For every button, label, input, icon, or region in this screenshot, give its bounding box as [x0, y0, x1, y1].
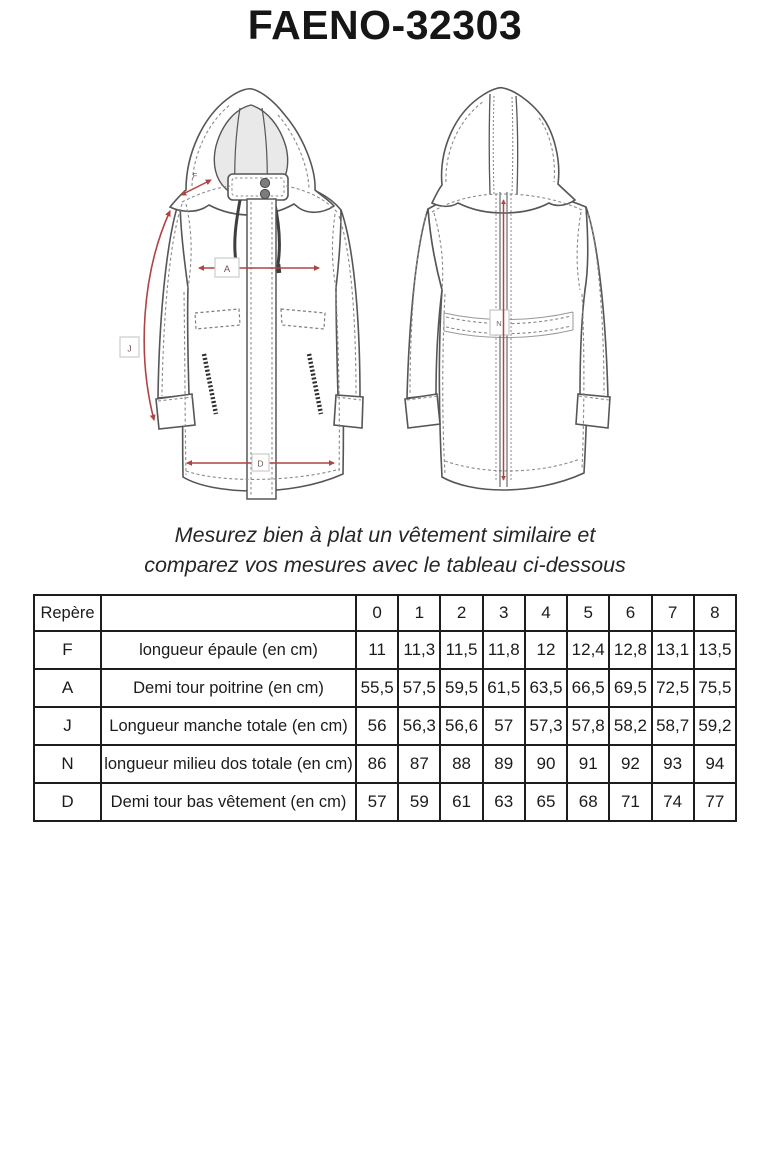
repere-cell: N	[34, 745, 101, 783]
measure-label-cell: Demi tour bas vêtement (en cm)	[101, 783, 356, 821]
value-cell: 58,2	[609, 707, 651, 745]
value-cell: 90	[525, 745, 567, 783]
value-cell: 74	[652, 783, 694, 821]
back-left-cuff	[405, 394, 440, 428]
repere-cell: D	[34, 783, 101, 821]
snap-button	[260, 189, 269, 198]
header-size-6: 6	[609, 595, 651, 631]
header-size-3: 3	[483, 595, 525, 631]
value-cell: 12,4	[567, 631, 609, 669]
value-cell: 63	[483, 783, 525, 821]
value-cell: 63,5	[525, 669, 567, 707]
back-right-cuff	[576, 394, 610, 428]
value-cell: 61	[440, 783, 482, 821]
front-collar-strap	[228, 174, 288, 200]
value-cell: 56	[356, 707, 398, 745]
value-cell: 13,5	[694, 631, 736, 669]
measure-label-j: J	[127, 343, 132, 354]
value-cell: 11,8	[483, 631, 525, 669]
front-right-cuff	[334, 395, 363, 428]
instruction-line-1: Mesurez bien à plat un vêtement similaire et	[174, 523, 596, 547]
measure-label-f: F	[192, 171, 198, 180]
repere-cell: F	[34, 631, 101, 669]
value-cell: 59,5	[440, 669, 482, 707]
repere-cell: A	[34, 669, 101, 707]
value-cell: 12,8	[609, 631, 651, 669]
value-cell: 65	[525, 783, 567, 821]
value-cell: 11,5	[440, 631, 482, 669]
table-row-A	[34, 669, 736, 707]
value-cell: 91	[567, 745, 609, 783]
header-repere: Repère	[34, 595, 101, 631]
measure-label-n: N	[496, 319, 502, 328]
back-hood	[432, 88, 575, 213]
front-view-drawing	[108, 82, 390, 514]
measure-label-d: D	[257, 458, 264, 469]
value-cell: 66,5	[567, 669, 609, 707]
value-cell: 68	[567, 783, 609, 821]
value-cell: 92	[609, 745, 651, 783]
header-size-1: 1	[398, 595, 440, 631]
value-cell: 57,8	[567, 707, 609, 745]
value-cell: 93	[652, 745, 694, 783]
value-cell: 58,7	[652, 707, 694, 745]
value-cell: 61,5	[483, 669, 525, 707]
size-table-header-row	[34, 595, 736, 631]
measure-label-cell: Longueur manche totale (en cm)	[101, 707, 356, 745]
value-cell: 11	[356, 631, 398, 669]
header-label	[101, 595, 356, 631]
value-cell: 13,1	[652, 631, 694, 669]
value-cell: 86	[356, 745, 398, 783]
header-size-4: 4	[525, 595, 567, 631]
repere-cell: J	[34, 707, 101, 745]
value-cell: 57,3	[525, 707, 567, 745]
table-row-J	[34, 707, 736, 745]
back-body	[428, 190, 589, 490]
header-size-2: 2	[440, 595, 482, 631]
measure-label-cell: longueur milieu dos totale (en cm)	[101, 745, 356, 783]
value-cell: 12	[525, 631, 567, 669]
measure-instruction	[0, 520, 770, 580]
header-size-8: 8	[694, 595, 736, 631]
value-cell: 89	[483, 745, 525, 783]
value-cell: 56,3	[398, 707, 440, 745]
back-view-drawing	[390, 82, 652, 514]
value-cell: 75,5	[694, 669, 736, 707]
value-cell: 57	[356, 783, 398, 821]
value-cell: 57	[483, 707, 525, 745]
table-row-D	[34, 783, 736, 821]
value-cell: 59,2	[694, 707, 736, 745]
page-title: FAENO-32303	[247, 2, 523, 48]
value-cell: 59	[398, 783, 440, 821]
value-cell: 87	[398, 745, 440, 783]
value-cell: 11,3	[398, 631, 440, 669]
value-cell: 77	[694, 783, 736, 821]
value-cell: 69,5	[609, 669, 651, 707]
value-cell: 88	[440, 745, 482, 783]
header-size-5: 5	[567, 595, 609, 631]
header-size-0: 0	[356, 595, 398, 631]
table-row-F	[34, 631, 736, 669]
measure-label-a: A	[223, 264, 231, 275]
snap-button	[260, 178, 269, 187]
header-size-7: 7	[652, 595, 694, 631]
value-cell: 94	[694, 745, 736, 783]
value-cell: 55,5	[356, 669, 398, 707]
front-right-sleeve	[336, 210, 360, 398]
size-table	[33, 594, 737, 822]
measure-label-cell: longueur épaule (en cm)	[101, 631, 356, 669]
table-row-N	[34, 745, 736, 783]
value-cell: 57,5	[398, 669, 440, 707]
instruction-line-2: comparez vos mesures avec le tableau ci-dessous	[144, 553, 626, 577]
value-cell: 56,6	[440, 707, 482, 745]
value-cell: 71	[609, 783, 651, 821]
measure-label-cell: Demi tour poitrine (en cm)	[101, 669, 356, 707]
value-cell: 72,5	[652, 669, 694, 707]
